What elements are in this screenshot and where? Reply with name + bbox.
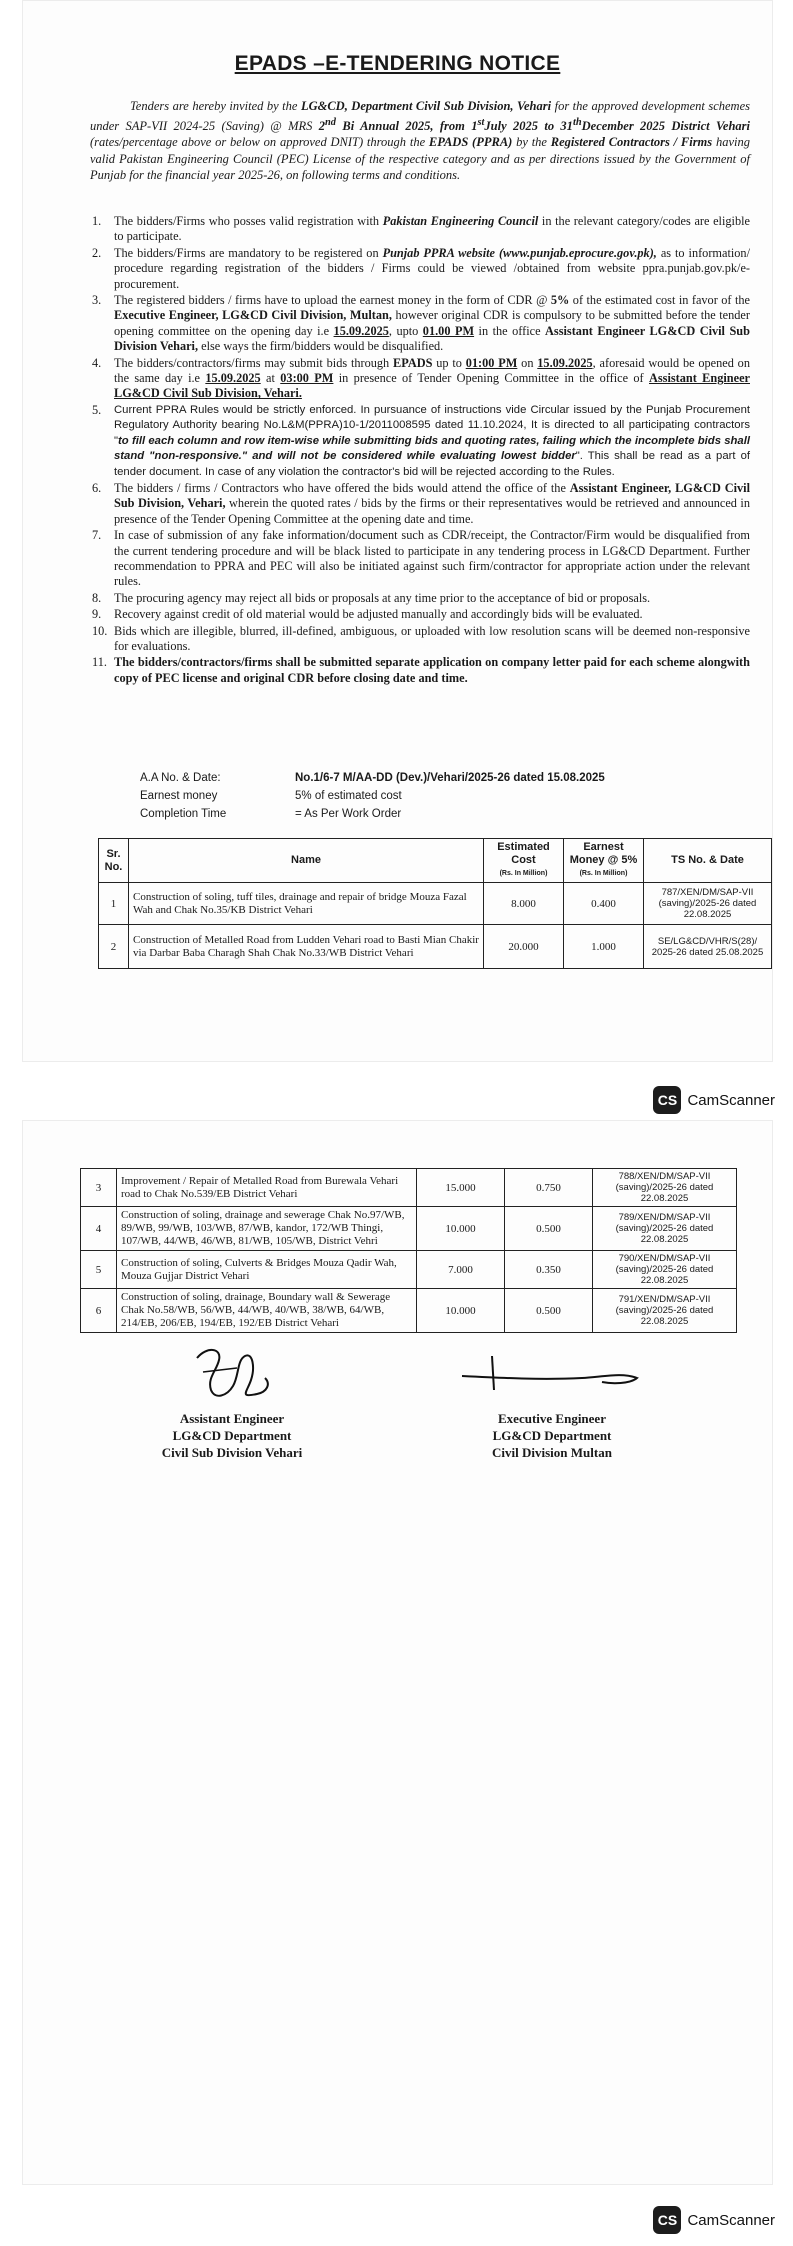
term-item: 6. The bidders / firms / Contractors who have offered the bids would attend the office of the Assistant Engineer, LG&CD Civil Sub Division, Vehari, wherein the quoted rates / bids by the firms or their representatives would be retrieved and announced in presence of the Tender Opening Committee at the opening date and time. [92, 480, 750, 526]
camscanner-watermark [653, 1086, 775, 1114]
signature-scribble-icon [452, 1338, 652, 1408]
term-item: 7. In case of submission of any fake information/document such as CDR/receipt, the Contractor/Firm would be disqualified from the current tendering procedure and will be black listed to participate in any tendering process in LG&CD Department. Further recommendation to PPRA and PEC will also be initiated against such firm/contractor for appropriate action under the relevant rules. [92, 528, 750, 589]
completion-label: Completion Time [140, 808, 227, 820]
notice-page-1 [22, 0, 773, 1062]
aa-value: No.1/6-7 M/AA-DD (Dev.)/Vehari/2025-26 dated 15.08.2025 [295, 772, 605, 784]
table-row: 1 Construction of soling, tuff tiles, drainage and repair of bridge Mouza Fazal Wah and Chak No.35/KB District Vehari 8.000 0.400 787/XEN/DM/SAP-VII (saving)/2025-26 dated 22.08.2025 [99, 883, 772, 925]
notice-page-2 [22, 1120, 773, 2185]
camscanner-text: CamScanner [687, 2211, 775, 2229]
camscanner-watermark [653, 2206, 775, 2234]
aa-label: A.A No. & Date: [140, 772, 221, 784]
header-earnest: Earnest Money @ 5% (Rs. In Million) [564, 839, 644, 883]
term-item: 2. The bidders/Firms are mandatory to be registered on Punjab PPRA website (www.punjab.eprocure.gov.pk), as to information/ procedure regarding registration of the bidders / Firms could be viewed /obtained from website ppra.punjab.gov.pk/e-procurement. [92, 245, 750, 291]
table-row: 2 Construction of Metalled Road from Ludden Vehari road to Basti Mian Chakir via Darbar Baba Charagh Shah Chak No.33/WB District Vehari 20.000 1.000 SE/LG&CD/VHR/S(28)/ 2025-26 dated 25.08.2025 [99, 925, 772, 969]
term-item: 1. The bidders/Firms who posses valid registration with Pakistan Engineering Council in the relevant category/codes are eligible to participate. [92, 214, 750, 244]
completion-value: = As Per Work Order [295, 808, 402, 820]
camscanner-text: CamScanner [687, 1091, 775, 1109]
signature-assistant-engineer: Assistant Engineer LG&CD Department Civil Sub Division Vehari [132, 1338, 332, 1461]
term-item: 11. The bidders/contractors/firms shall be submitted separate application on company letter paid for each scheme alongwith copy of PEC license and original CDR before closing date and time. [92, 655, 750, 685]
schemes-table [98, 838, 772, 969]
header-cost: Estimated Cost (Rs. In Million) [484, 839, 564, 883]
header-ts: TS No. & Date [644, 839, 772, 883]
signature-scribble-icon [167, 1338, 297, 1408]
terms-list [92, 214, 750, 687]
camscanner-logo-icon: CS [653, 1086, 681, 1114]
table-row: 6 Construction of soling, drainage, Boundary wall & Sewerage Chak No.58/WB, 56/WB, 44/WB, 40/WB, 38/WB, 64/WB, 214/EB, 206/EB, 194/EB, 192/EB District Vehari 10.000 0.500 791/XEN/DM/SAP-VII (saving)/2025-26 dated 22.08.2025 [81, 1289, 737, 1333]
term-item: 4. The bidders/contractors/firms may submit bids through EPADS up to 01:00 PM on 15.09.2025, aforesaid would be opened on the same day i.e 15.09.2025 at 03:00 PM in presence of Tender Opening Committee in the office of Assistant Engineer LG&CD Civil Sub Division, Vehari. [92, 355, 750, 401]
term-item: 10. Bids which are illegible, blurred, ill-defined, ambiguous, or uploaded with low resolution scans will be deemed non-responsive for evaluations. [92, 623, 750, 653]
table-row: 5 Construction of soling, Culverts & Bridges Mouza Qadir Wah, Mouza Gujjar District Vehari 7.000 0.350 790/XEN/DM/SAP-VII (saving)/2025-26 dated 22.08.2025 [81, 1251, 737, 1289]
camscanner-logo-icon: CS [653, 2206, 681, 2234]
table-row: 3 Improvement / Repair of Metalled Road from Burewala Vehari road to Chak No.539/EB District Vehari 15.000 0.750 788/XEN/DM/SAP-VII (saving)/2025-26 dated 22.08.2025 [81, 1169, 737, 1207]
scheme-info [140, 769, 605, 823]
signature-executive-engineer: Executive Engineer LG&CD Department Civil Division Multan [442, 1338, 662, 1461]
header-name: Name [129, 839, 484, 883]
schemes-table-continued [80, 1168, 737, 1333]
earnest-label: Earnest money [140, 790, 218, 802]
term-item: 9. Recovery against credit of old material would be adjusted manually and accordingly bids will be evaluated. [92, 607, 643, 622]
term-item: 5. Current PPRA Rules would be strictly enforced. In pursuance of instructions vide Circular issued by the Punjab Procurement Regulatory Authority bearing No.L&M(PPRA)10-1/2011008595 dated 11.10.2024, It is directed to all participating contractors "to fill each column and row item-wise while submitting bids and quoting rates, failing which the incomplete bids shall stand "non-responsive." and will not be considered while evaluating lowest bidder". This shall be read as a part of tender document. In case of any violation the contractor's bid will be rejected according to the Rules. [92, 402, 750, 478]
term-item: 8. The procuring agency may reject all bids or proposals at any time prior to the acceptance of bid or proposals. [92, 590, 651, 605]
earnest-value: 5% of estimated cost [295, 790, 402, 802]
notice-intro: Tenders are hereby invited by the LG&CD, Department Civil Sub Division, Vehari for the approved development schemes under SAP-VII 2024-25 (Saving) @ MRS 2nd Bi Annual 2025, from 1stJuly 2025 to 31thDecember 2025 District Vehari (rates/percentage above or below on approved DNIT) through the EPADS (PPRA) by the Registered Contractors / Firms having valid Pakistan Engineering Council (PEC) License of the respective category and as per directions issued by the Government of Punjab for the financial year 2025-26, on following terms and conditions. [90, 99, 750, 183]
table-row: 4 Construction of soling, drainage and sewerage Chak No.97/WB, 89/WB, 99/WB, 103/WB, 87/WB, kandor, 172/WB Thingi, 107/WB, 44/WB, 46/WB, 81/WB, 105/WB, District Vehri 10.000 0.500 789/XEN/DM/SAP-VII (saving)/2025-26 dated 22.08.2025 [81, 1207, 737, 1251]
notice-title: EPADS –E-TENDERING NOTICE [234, 52, 561, 75]
header-sr: Sr. No. [99, 839, 129, 883]
term-item: 3. The registered bidders / firms have to upload the earnest money in the form of CDR @ 5% of the estimated cost in favor of the Executive Engineer, LG&CD Civil Division, Multan, however original CDR is compulsory to be submitted before the tender opening committee on the opening day i.e 15.09.2025, upto 01.00 PM in the office Assistant Engineer LG&CD Civil Sub Division Vehari, else ways the firm/bidders would be disqualified. [92, 293, 750, 354]
